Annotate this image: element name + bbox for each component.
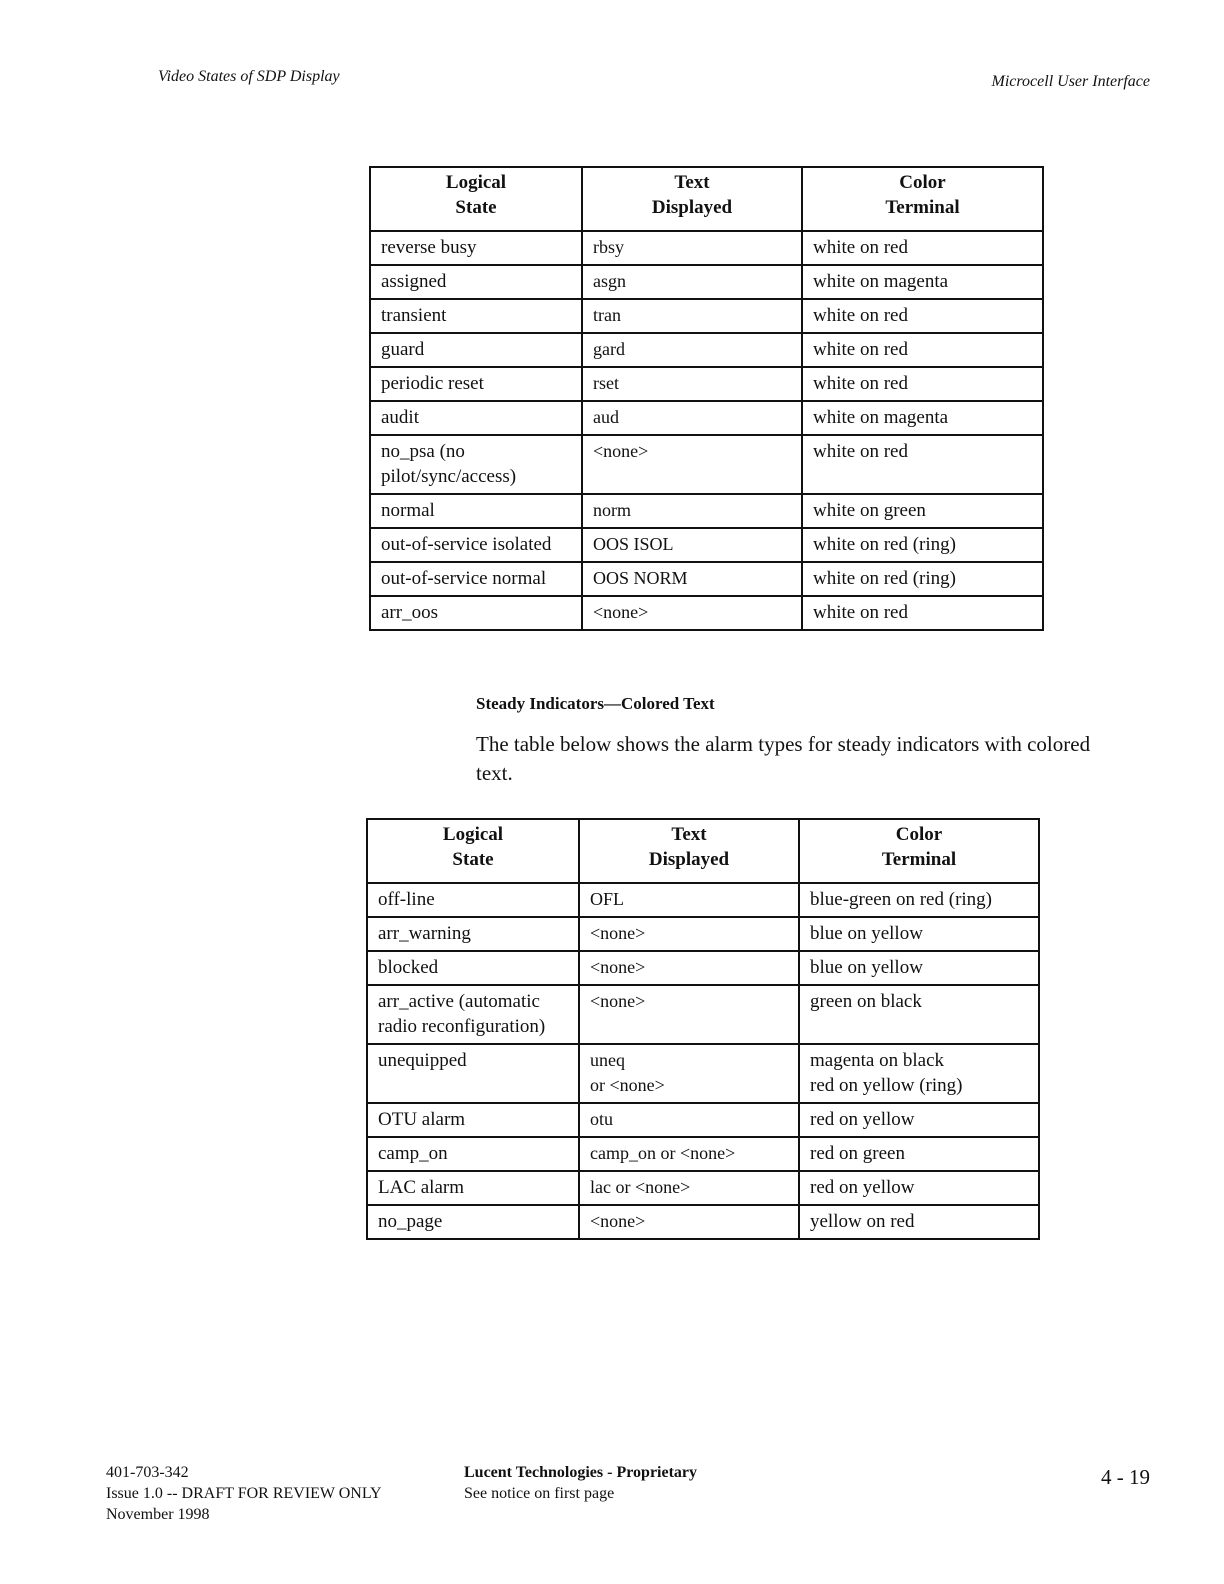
- cell-text: normal: [381, 500, 435, 521]
- text-displayed-cell: [582, 596, 802, 630]
- header-logical-state: [370, 167, 582, 231]
- cell-text: white on red: [813, 237, 908, 258]
- logical-state-cell: [370, 265, 582, 299]
- header-text: State: [452, 849, 494, 870]
- cell-text: guard: [381, 339, 425, 360]
- color-terminal-cell: [799, 1103, 1039, 1137]
- page-number: 4 - 19: [1101, 1465, 1150, 1489]
- video-states-table: [369, 166, 1044, 631]
- cell-text: white on red: [813, 305, 908, 326]
- header-text: Color: [895, 824, 943, 845]
- cell-text: assigned: [381, 271, 447, 292]
- color-terminal-cell: [799, 1044, 1039, 1103]
- logical-state-cell: [370, 333, 582, 367]
- cell-text: arr_oos: [381, 602, 438, 623]
- logical-state-cell: [370, 231, 582, 265]
- color-terminal-cell: [802, 435, 1043, 494]
- cell-text: asgn: [593, 271, 626, 291]
- table-row: [367, 1171, 1039, 1205]
- cell-text: reverse busy: [381, 237, 477, 258]
- table-row: [370, 562, 1043, 596]
- header-text: Text: [674, 172, 710, 193]
- table-row: [370, 265, 1043, 299]
- cell-text: white on red: [813, 441, 908, 462]
- table-row: [367, 985, 1039, 1044]
- footer-proprietary-info: [464, 1462, 697, 1504]
- cell-text: OOS ISOL: [593, 534, 674, 554]
- table-row: [367, 1137, 1039, 1171]
- cell-text: unequipped: [378, 1050, 467, 1071]
- table-header-row: [370, 167, 1043, 231]
- text-displayed-cell: [579, 883, 799, 917]
- color-terminal-cell: [799, 985, 1039, 1044]
- cell-text: white on red: [813, 602, 908, 623]
- table-row: [367, 951, 1039, 985]
- logical-state-cell: [370, 596, 582, 630]
- header-text: Logical: [445, 172, 507, 193]
- text-displayed-cell: [579, 1171, 799, 1205]
- text-displayed-cell: [579, 1103, 799, 1137]
- cell-text: <none>: [590, 923, 646, 943]
- text-displayed-cell: [582, 231, 802, 265]
- color-terminal-cell: [802, 596, 1043, 630]
- color-terminal-cell: [802, 401, 1043, 435]
- cell-text: uneq: [590, 1050, 625, 1070]
- cell-text: gard: [593, 339, 625, 359]
- cell-text: white on magenta: [813, 407, 949, 428]
- header-color-terminal: [802, 167, 1043, 231]
- logical-state-cell: [370, 401, 582, 435]
- footer-proprietary: Lucent Technologies - Proprietary: [464, 1464, 698, 1481]
- header-color-terminal: [799, 819, 1039, 883]
- logical-state-cell: [370, 562, 582, 596]
- table-row: [370, 528, 1043, 562]
- cell-text: camp_on or <none>: [590, 1143, 736, 1163]
- footer-date: November 1998: [106, 1506, 210, 1523]
- section-heading: Steady Indicators—Colored Text: [476, 694, 715, 713]
- text-displayed-cell: [582, 265, 802, 299]
- logical-state-cell: [370, 435, 582, 494]
- logical-state-cell: [367, 1103, 579, 1137]
- logical-state-cell: [367, 951, 579, 985]
- footer-notice: See notice on first page: [464, 1485, 615, 1502]
- color-terminal-cell: [802, 299, 1043, 333]
- running-header-right: Microcell User Interface: [991, 73, 1150, 90]
- logical-state-cell: [367, 1205, 579, 1239]
- table-row: [370, 435, 1043, 494]
- cell-text: rset: [593, 373, 619, 393]
- header-text: Terminal: [881, 849, 957, 870]
- color-terminal-cell: [799, 883, 1039, 917]
- color-terminal-cell: [802, 494, 1043, 528]
- text-displayed-cell: [579, 1044, 799, 1103]
- cell-text: arr_warning: [378, 923, 471, 944]
- cell-text: magenta on black: [810, 1050, 945, 1071]
- color-terminal-cell: [799, 917, 1039, 951]
- cell-text: white on green: [813, 500, 926, 521]
- cell-text: <none>: [590, 957, 646, 977]
- cell-text: camp_on: [378, 1143, 448, 1164]
- logical-state-cell: [367, 917, 579, 951]
- color-terminal-cell: [802, 265, 1043, 299]
- header-text: Text: [671, 824, 707, 845]
- text-displayed-cell: [579, 917, 799, 951]
- table-row: [370, 596, 1043, 630]
- table-row: [370, 494, 1043, 528]
- cell-text: tran: [593, 305, 621, 325]
- text-displayed-cell: [579, 1205, 799, 1239]
- cell-text: out-of-service normal: [381, 568, 547, 589]
- cell-text: red on yellow: [810, 1109, 915, 1130]
- cell-text: <none>: [593, 441, 649, 461]
- logical-state-cell: [367, 1137, 579, 1171]
- running-header-left: Video States of SDP Display: [158, 68, 340, 85]
- header-text: Logical: [442, 824, 504, 845]
- table-row: [370, 401, 1043, 435]
- logical-state-cell: [370, 299, 582, 333]
- cell-text: arr_active (automatic: [378, 991, 540, 1012]
- text-displayed-cell: [582, 299, 802, 333]
- cell-text: no_page: [378, 1211, 443, 1232]
- logical-state-cell: [367, 1171, 579, 1205]
- color-terminal-cell: [799, 1171, 1039, 1205]
- footer-issue: Issue 1.0 -- DRAFT FOR REVIEW ONLY: [106, 1485, 382, 1502]
- text-displayed-cell: [579, 951, 799, 985]
- cell-text: out-of-service isolated: [381, 534, 552, 555]
- logical-state-cell: [370, 528, 582, 562]
- header-text: State: [455, 197, 497, 218]
- cell-text: audit: [381, 407, 419, 428]
- text-displayed-cell: [582, 367, 802, 401]
- cell-text: blue on yellow: [810, 957, 923, 978]
- table-row: [367, 883, 1039, 917]
- color-terminal-cell: [799, 1205, 1039, 1239]
- cell-text: norm: [593, 500, 631, 520]
- cell-text: no_psa (no: [381, 441, 465, 462]
- footer-doc-number: 401-703-342: [106, 1464, 189, 1481]
- logical-state-cell: [370, 367, 582, 401]
- cell-text: transient: [381, 305, 447, 326]
- table-row: [370, 231, 1043, 265]
- table-row: [370, 333, 1043, 367]
- table-row: [370, 299, 1043, 333]
- cell-text: green on black: [810, 991, 922, 1012]
- text-displayed-cell: [582, 401, 802, 435]
- cell-text: OTU alarm: [378, 1109, 466, 1130]
- text-displayed-cell: [582, 435, 802, 494]
- cell-text: <none>: [590, 991, 646, 1011]
- cell-text: blocked: [378, 957, 439, 978]
- header-text: Color: [899, 172, 946, 193]
- table-row: [370, 367, 1043, 401]
- cell-text: off-line: [378, 889, 435, 910]
- cell-text: otu: [590, 1109, 614, 1129]
- cell-text: blue on yellow: [810, 923, 923, 944]
- cell-text: rbsy: [593, 237, 624, 257]
- header-logical-state: [367, 819, 579, 883]
- cell-text: OFL: [590, 889, 625, 909]
- cell-text: red on yellow (ring): [810, 1075, 963, 1096]
- cell-text: aud: [593, 407, 619, 427]
- text-displayed-cell: [579, 985, 799, 1044]
- cell-text: OOS NORM: [593, 568, 688, 588]
- section-intro: The table below shows the alarm types for steady indicators with colored text.: [476, 732, 1091, 785]
- color-terminal-cell: [802, 231, 1043, 265]
- footer-doc-info: [106, 1462, 382, 1525]
- text-displayed-cell: [582, 333, 802, 367]
- color-terminal-cell: [802, 367, 1043, 401]
- table-row: [367, 1103, 1039, 1137]
- color-terminal-cell: [802, 562, 1043, 596]
- cell-text: white on red: [813, 373, 908, 394]
- text-displayed-cell: [579, 1137, 799, 1171]
- cell-text: white on red: [813, 339, 908, 360]
- color-terminal-cell: [799, 1137, 1039, 1171]
- cell-text: white on red (ring): [813, 534, 956, 555]
- cell-text: or <none>: [590, 1075, 665, 1095]
- cell-text: <none>: [590, 1211, 646, 1231]
- color-terminal-cell: [799, 951, 1039, 985]
- color-terminal-cell: [802, 528, 1043, 562]
- text-displayed-cell: [582, 562, 802, 596]
- header-text: Terminal: [885, 197, 960, 218]
- cell-text: <none>: [593, 602, 649, 622]
- logical-state-cell: [367, 1044, 579, 1103]
- text-displayed-cell: [582, 494, 802, 528]
- cell-text: white on magenta: [813, 271, 949, 292]
- cell-text: radio reconfiguration): [378, 1016, 546, 1037]
- cell-text: periodic reset: [381, 373, 484, 394]
- cell-text: blue-green on red (ring): [810, 889, 993, 910]
- logical-state-cell: [370, 494, 582, 528]
- logical-state-cell: [367, 883, 579, 917]
- header-text-displayed: [579, 819, 799, 883]
- cell-text: yellow on red: [810, 1211, 915, 1232]
- color-terminal-cell: [802, 333, 1043, 367]
- cell-text: white on red (ring): [813, 568, 956, 589]
- colored-text-table: [366, 818, 1040, 1240]
- table-row: [367, 917, 1039, 951]
- cell-text: red on green: [810, 1143, 905, 1164]
- header-text: Displayed: [648, 849, 730, 870]
- table-row: [367, 1205, 1039, 1239]
- cell-text: lac or <none>: [590, 1177, 691, 1197]
- cell-text: LAC alarm: [378, 1177, 465, 1198]
- header-text: Displayed: [651, 197, 733, 218]
- table-header-row: [367, 819, 1039, 883]
- header-text-displayed: [582, 167, 802, 231]
- table-row: [367, 1044, 1039, 1103]
- text-displayed-cell: [582, 528, 802, 562]
- cell-text: red on yellow: [810, 1177, 915, 1198]
- cell-text: pilot/sync/access): [381, 466, 517, 487]
- logical-state-cell: [367, 985, 579, 1044]
